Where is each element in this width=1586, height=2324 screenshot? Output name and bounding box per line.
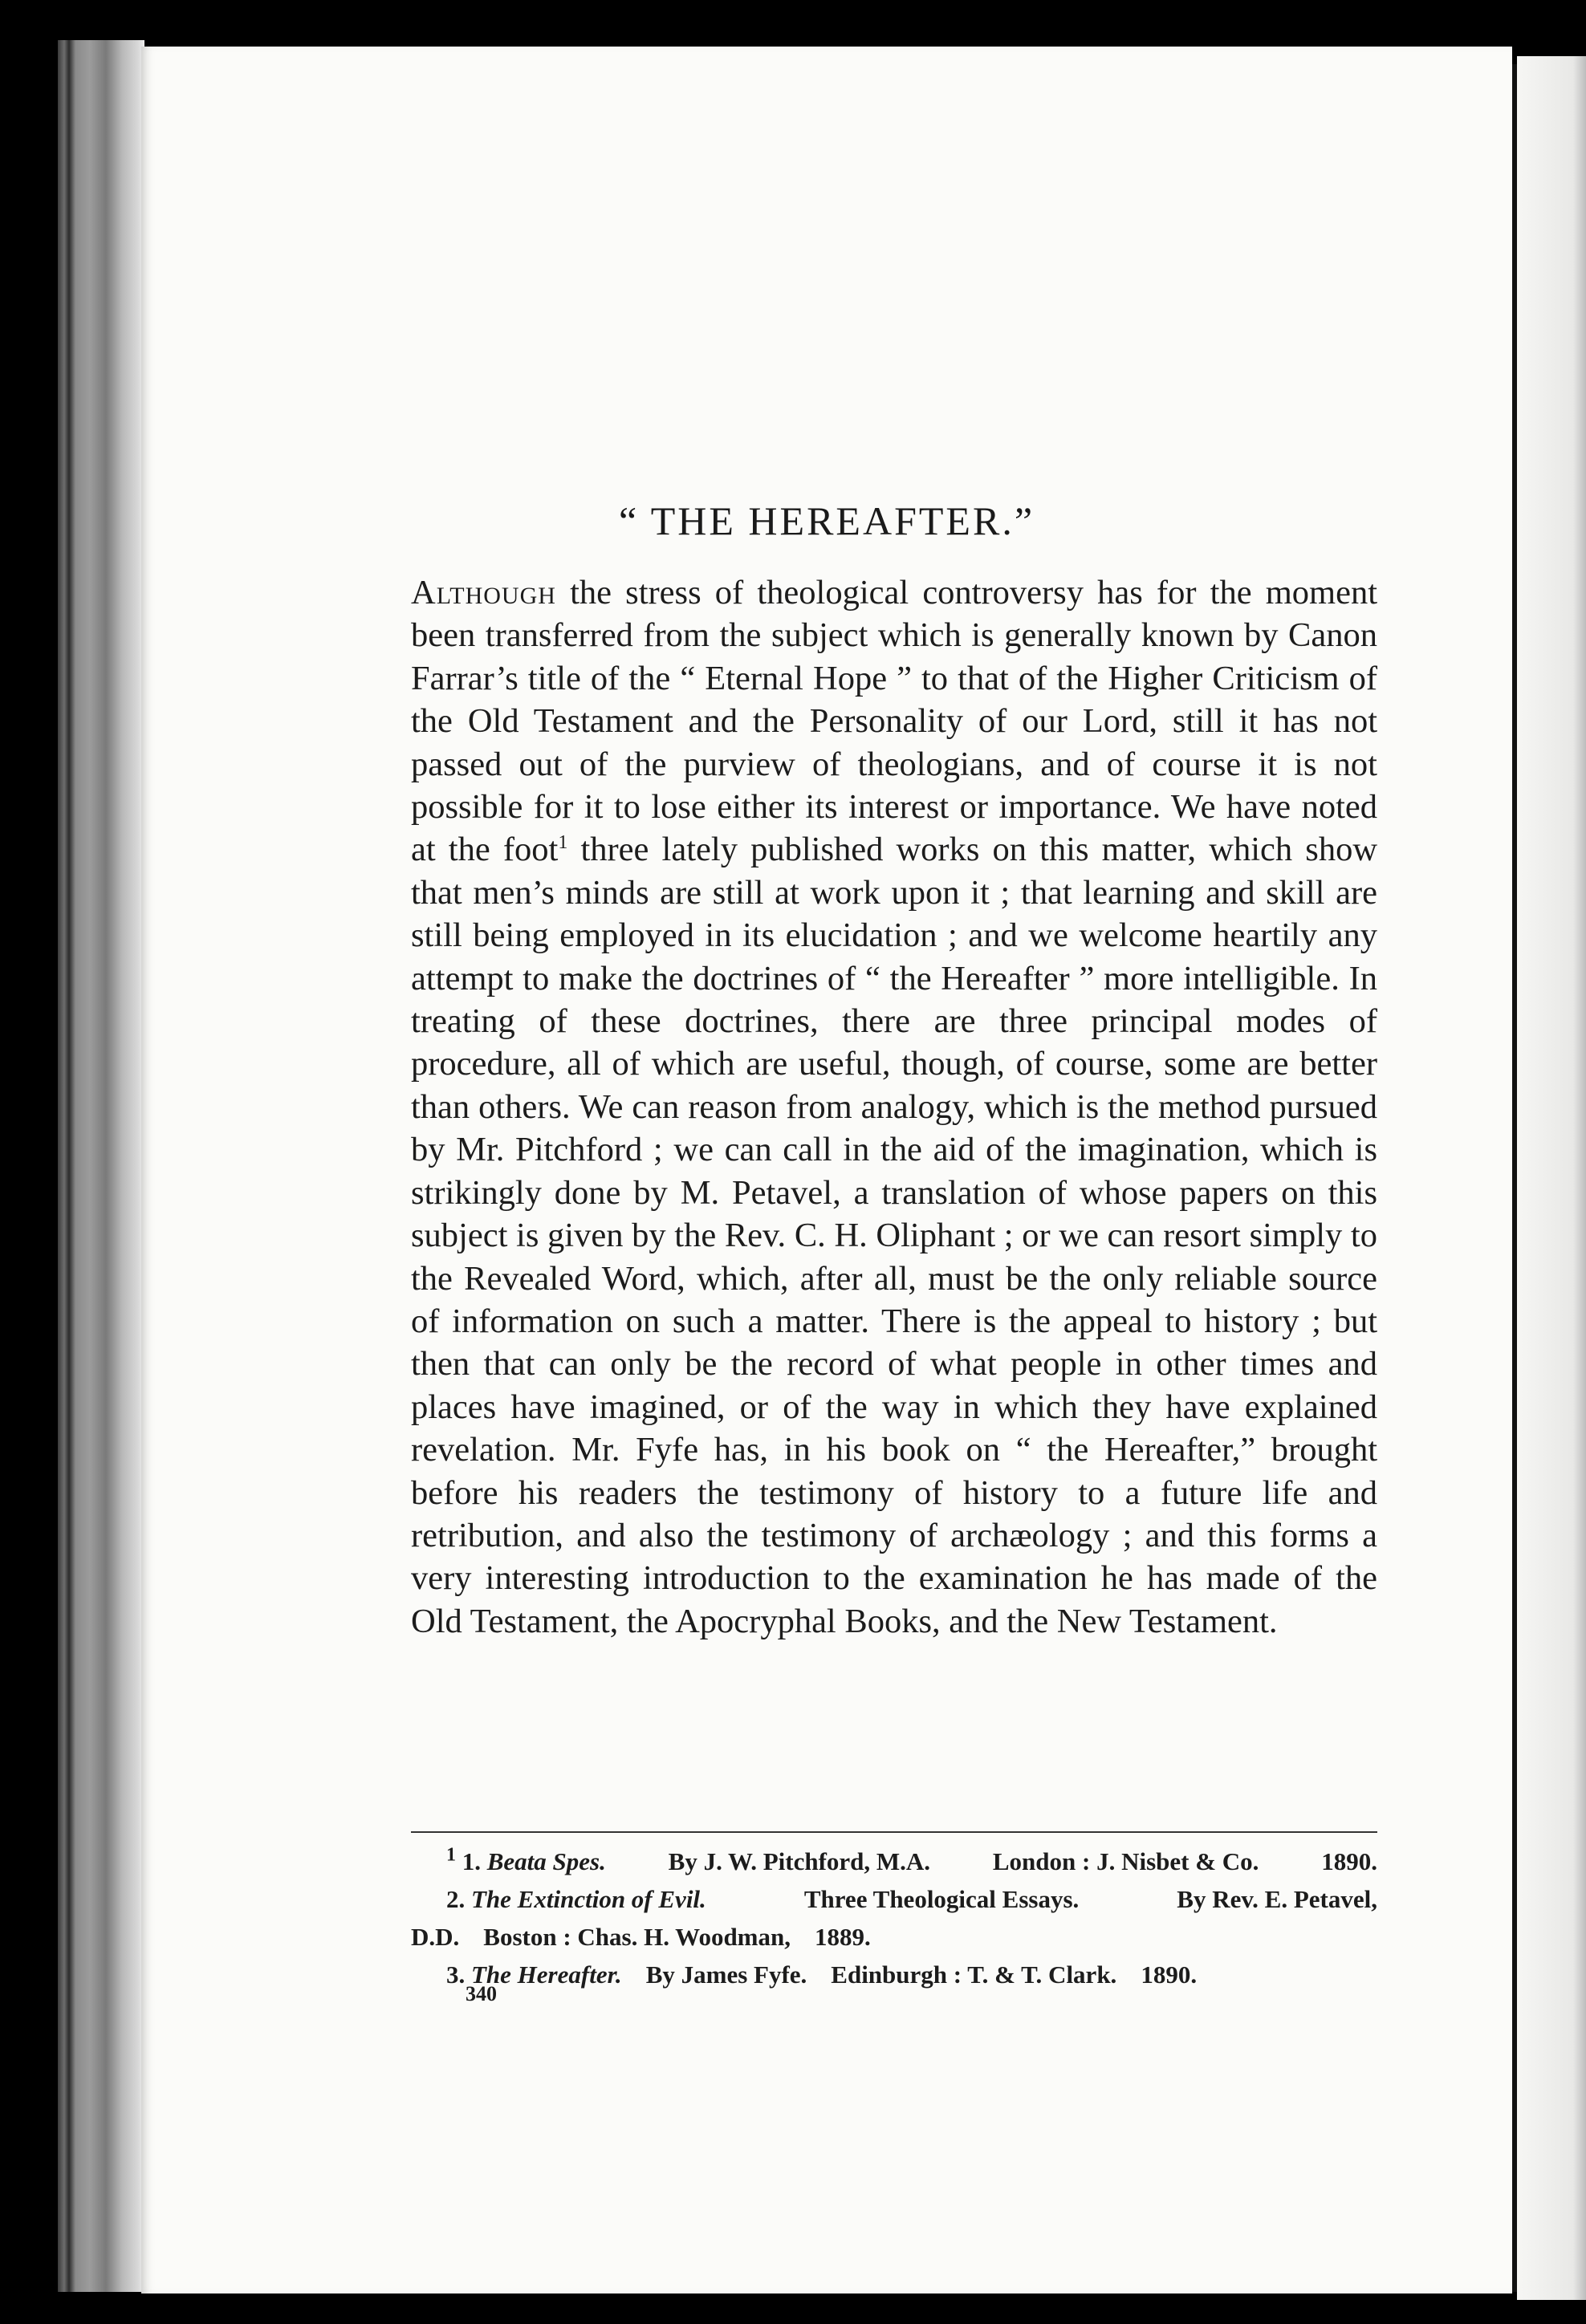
lead-word: Although bbox=[411, 574, 556, 611]
footnote-2-number: 2. bbox=[446, 1885, 466, 1913]
footnotes bbox=[411, 1843, 1377, 1993]
footnote-1-marker: 1 bbox=[446, 1844, 456, 1866]
body-text-part-2: three lately published works on this matter, which show that men’s minds are still at work upon it ; that learning and skill are still being employed in its elucidation ; and we welcome heartily any attempt to make the doctrines of “ the Hereafter ” more intelligible. In treating of these doctrines, there are three principal modes of procedure, all of which are useful, though, of course, some are better than others. We can reason from analogy, which is the method pursued by Mr. Pitchford ; we can call in the aid of the imagination, which is strikingly done by M. Petavel, a translation of whose papers on this subject is given by the Rev. C. H. Oliphant ; or we can resort simply to the Revealed Word, which, after all, must be the only reliable source of information on such a matter. There is the appeal to history ; but then that can only be the record of what people in other times and places have imagined, or of the way in which they have explained revelation. Mr. Fyfe has, in his book on “ the Hereafter,” brought before his readers the testimony of history to a future life and retribution, and also the testimony of archæology ; and this forms a very interesting introduction to the examination he has made of the Old Testament, the Apocryphal Books, and the New Testament. bbox=[411, 831, 1378, 1640]
footnote-2-author: By Rev. E. Petavel, bbox=[1177, 1885, 1377, 1913]
footnote-1-number: 1. bbox=[462, 1847, 481, 1875]
footnote-1 bbox=[411, 1843, 1377, 1880]
footnote-marker: 1 bbox=[558, 832, 568, 854]
footnote-1-year: 1890. bbox=[1321, 1847, 1377, 1875]
footnote-3 bbox=[411, 1956, 1377, 1993]
footnote-1-title: Beata Spes. bbox=[486, 1847, 606, 1875]
footnote-2 bbox=[411, 1880, 1377, 1918]
page-number: 340 bbox=[466, 1982, 497, 2005]
footnote-2-subtitle: Three Theological Essays. bbox=[803, 1885, 1080, 1913]
article-body bbox=[411, 571, 1377, 1643]
footnote-2-year: 1889. bbox=[815, 1923, 871, 1951]
footnote-3-title: The Hereafter. bbox=[471, 1960, 622, 1989]
facing-page-edge bbox=[1517, 56, 1586, 2300]
footnote-3-year: 1890. bbox=[1141, 1960, 1198, 1989]
footnote-2-title: The Extinction of Evil. bbox=[471, 1885, 706, 1913]
article-title: “ THE HEREAFTER.” bbox=[618, 498, 1035, 543]
footnote-3-author: By James Fyfe. bbox=[645, 1960, 807, 1989]
footnote-3-number: 3. bbox=[446, 1960, 466, 1989]
footnote-2-continued bbox=[411, 1918, 1377, 1956]
footnote-rule bbox=[411, 1831, 1377, 1833]
body-text-part-1: the stress of theological controversy has for the moment been transferred from the subject which is generally known by Canon Farrar’s title of the “ Eternal Hope ” to that of the Higher Criticism of the Old Testament and the Personality of our Lord, still it has not passed out of the purview of theologians, and of course it is not possible for it to lose either its interest or importance. We have noted at the foot bbox=[411, 574, 1378, 869]
footnote-1-publisher: London : J. Nisbet & Co. bbox=[992, 1847, 1259, 1875]
book-edge-left bbox=[58, 40, 144, 2292]
footnote-3-publisher: Edinburgh : T. & T. Clark. bbox=[831, 1960, 1117, 1989]
footnote-2-publisher: Boston : Chas. H. Woodman, bbox=[483, 1923, 791, 1951]
footnote-2-degree: D.D. bbox=[411, 1923, 460, 1951]
footnote-1-author: By J. W. Pitchford, M.A. bbox=[668, 1847, 931, 1875]
